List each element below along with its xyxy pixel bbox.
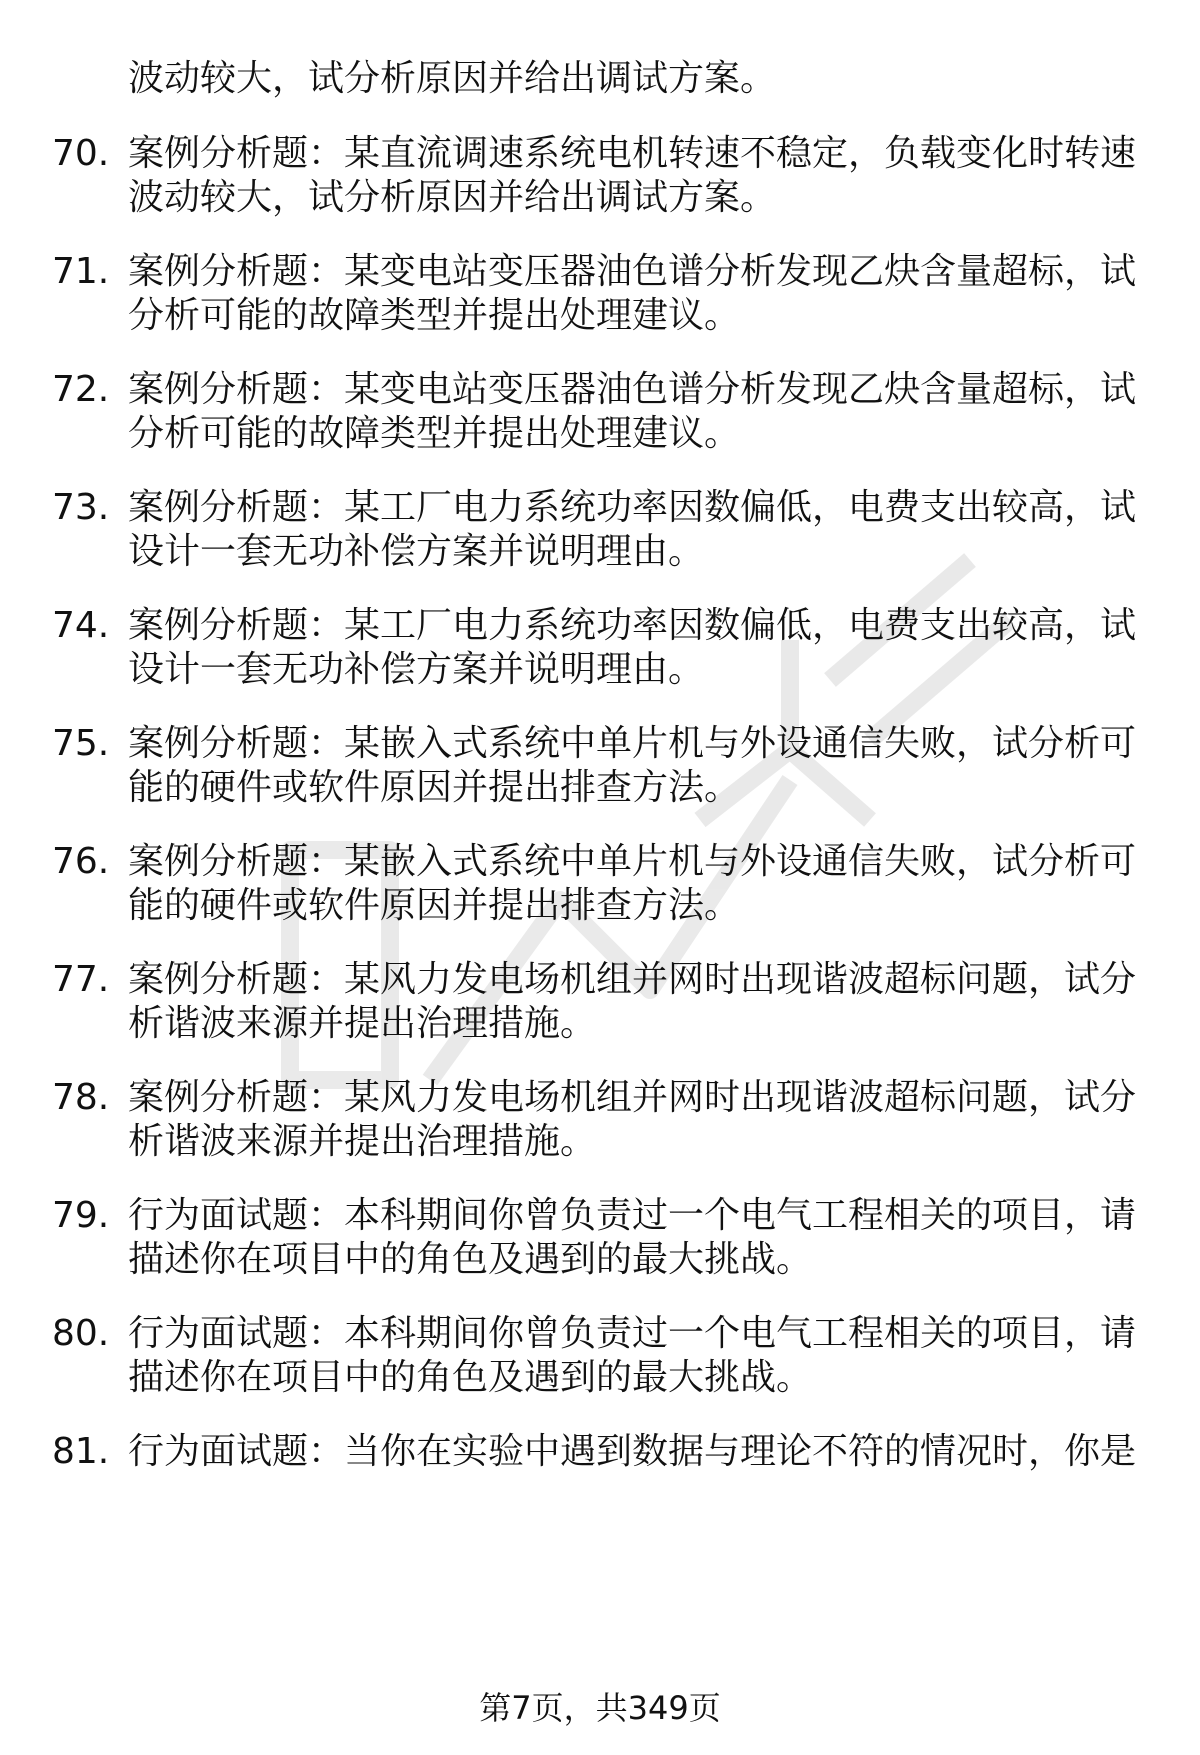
item-text-line2: 描述你在项目中的角色及遇到的最大挑战。 [128,1239,813,1280]
item-number: 70. [52,133,110,174]
item-text-line2: 能的硬件或软件原因并提出排查方法。 [128,885,741,926]
item-text-line1: 案例分析题：某风力发电场机组并网时出现谐波超标问题，试分 [128,1077,1137,1118]
item-text-line1: 案例分析题：某工厂电力系统功率因数偏低，电费支出较高，试 [128,487,1137,528]
item-number: 75. [52,723,110,764]
item-text-line2: 析谐波来源并提出治理措施。 [128,1121,597,1162]
item-number: 80. [52,1313,110,1354]
item-text-line1: 案例分析题：某嵌入式系统中单片机与外设通信失败，试分析可 [128,841,1137,882]
item-text-line1: 案例分析题：某工厂电力系统功率因数偏低，电费支出较高，试 [128,605,1137,646]
item-text-line1: 行为面试题：本科期间你曾负责过一个电气工程相关的项目，请 [128,1313,1137,1354]
continuation-text: 波动较大，试分析原因并给出调试方案。 [128,58,777,99]
item-number: 73. [52,487,110,528]
item-text-line2: 分析可能的故障类型并提出处理建议。 [128,413,741,454]
item-number: 74. [52,605,110,646]
item-text-line1: 行为面试题：本科期间你曾负责过一个电气工程相关的项目，请 [128,1195,1137,1236]
item-text-line2: 设计一套无功补偿方案并说明理由。 [128,649,705,690]
item-text-line2: 析谐波来源并提出治理措施。 [128,1003,597,1044]
item-text-line2: 设计一套无功补偿方案并说明理由。 [128,531,705,572]
item-text-line1: 案例分析题：某直流调速系统电机转速不稳定，负载变化时转速 [128,133,1137,174]
item-text-line1: 案例分析题：某变电站变压器油色谱分析发现乙炔含量超标，试 [128,369,1137,410]
item-text-line1: 案例分析题：某变电站变压器油色谱分析发现乙炔含量超标，试 [128,251,1137,292]
item-number: 81. [52,1431,110,1472]
item-text-line2: 描述你在项目中的角色及遇到的最大挑战。 [128,1357,813,1398]
item-number: 72. [52,369,110,410]
item-text-line1: 案例分析题：某风力发电场机组并网时出现谐波超标问题，试分 [128,959,1137,1000]
item-text-line2: 能的硬件或软件原因并提出排查方法。 [128,767,741,808]
item-number: 78. [52,1077,110,1118]
page-footer: 第7页，共349页 [479,1689,721,1727]
item-text-line1: 案例分析题：某嵌入式系统中单片机与外设通信失败，试分析可 [128,723,1137,764]
item-text-line2: 分析可能的故障类型并提出处理建议。 [128,295,741,336]
item-text-line2: 波动较大，试分析原因并给出调试方案。 [128,177,777,218]
item-text-line1: 行为面试题：当你在实验中遇到数据与理论不符的情况时，你是 [128,1431,1137,1472]
item-number: 76. [52,841,110,882]
item-number: 79. [52,1195,110,1236]
item-number: 71. [52,251,110,292]
item-number: 77. [52,959,110,1000]
